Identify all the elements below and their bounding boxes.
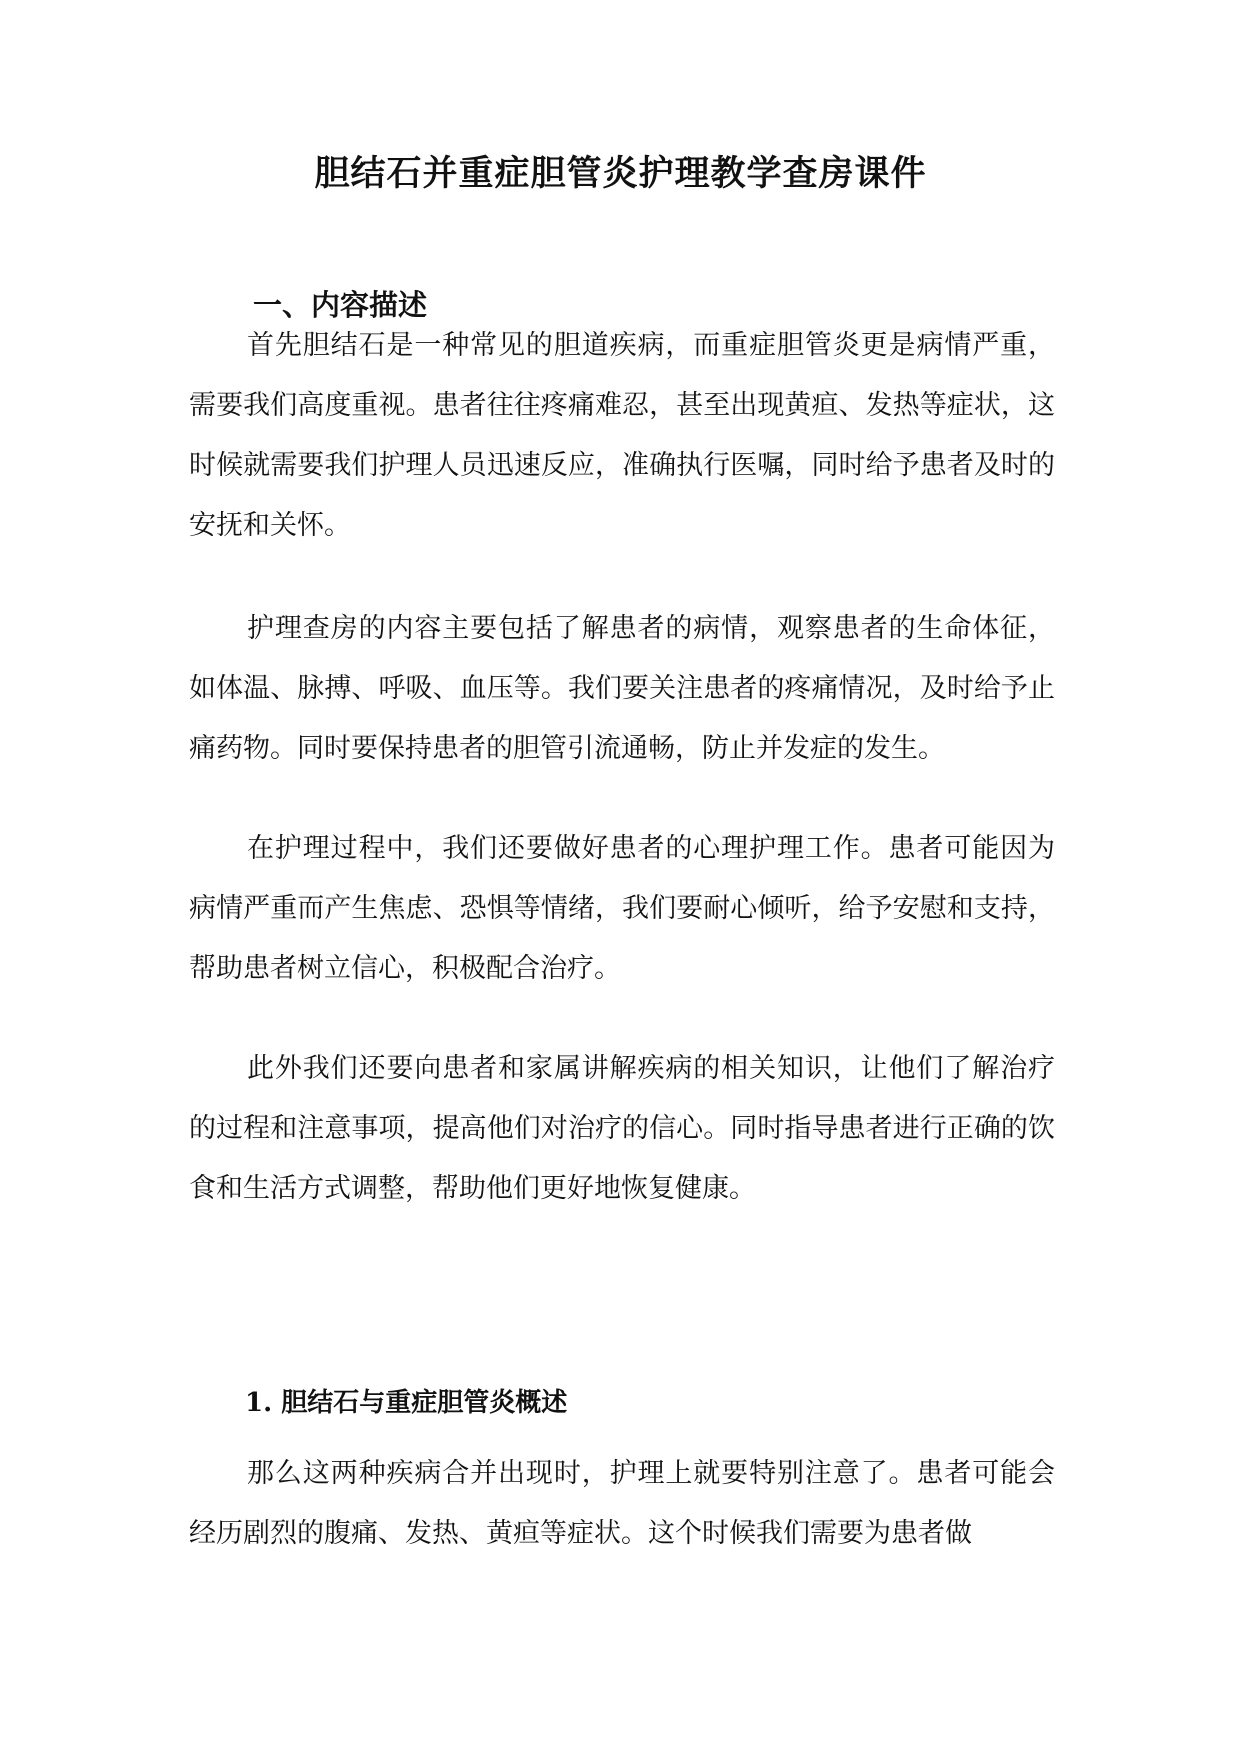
document-title: 胆结石并重症胆管炎护理教学查房课件: [314, 153, 927, 194]
paragraph-4: 此外我们还要向患者和家属讲解疾病的相关知识，让他们了解治疗的过程和注意事项，提高他们对治疗的信心。同时指导患者进行正确的饮食和生活方式调整，帮助他们更好地恢复健康。: [189, 1053, 1055, 1204]
paragraph-1: 首先胆结石是一种常见的胆道疾病，而重症胆管炎更是病情严重，需要我们高度重视。患者往往疼痛难忍，甚至出现黄疸、发热等症状，这时候就需要我们护理人员迅速反应，准确执行医嘱，同时给予患者及时的安抚和关怀。: [189, 330, 1055, 541]
section-heading: 一、内容描述: [253, 288, 428, 322]
paragraph-3: 在护理过程中，我们还要做好患者的心理护理工作。患者可能因为病情严重而产生焦虑、恐惧等情绪，我们要耐心倾听，给予安慰和支持，帮助患者树立信心，积极配合治疗。: [189, 833, 1055, 984]
subsection-heading: 1. 胆结石与重症胆管炎概述: [245, 1388, 568, 1418]
paragraph-5: 那么这两种疾病合并出现时，护理上就要特别注意了。患者可能会经历剧烈的腹痛、发热、黄疸等症状。这个时候我们需要为患者做: [189, 1458, 1055, 1549]
paragraph-2: 护理查房的内容主要包括了解患者的病情，观察患者的生命体征，如体温、脉搏、呼吸、血压等。我们要关注患者的疼痛情况，及时给予止痛药物。同时要保持患者的胆管引流通畅，防止并发症的发生。: [189, 613, 1055, 764]
